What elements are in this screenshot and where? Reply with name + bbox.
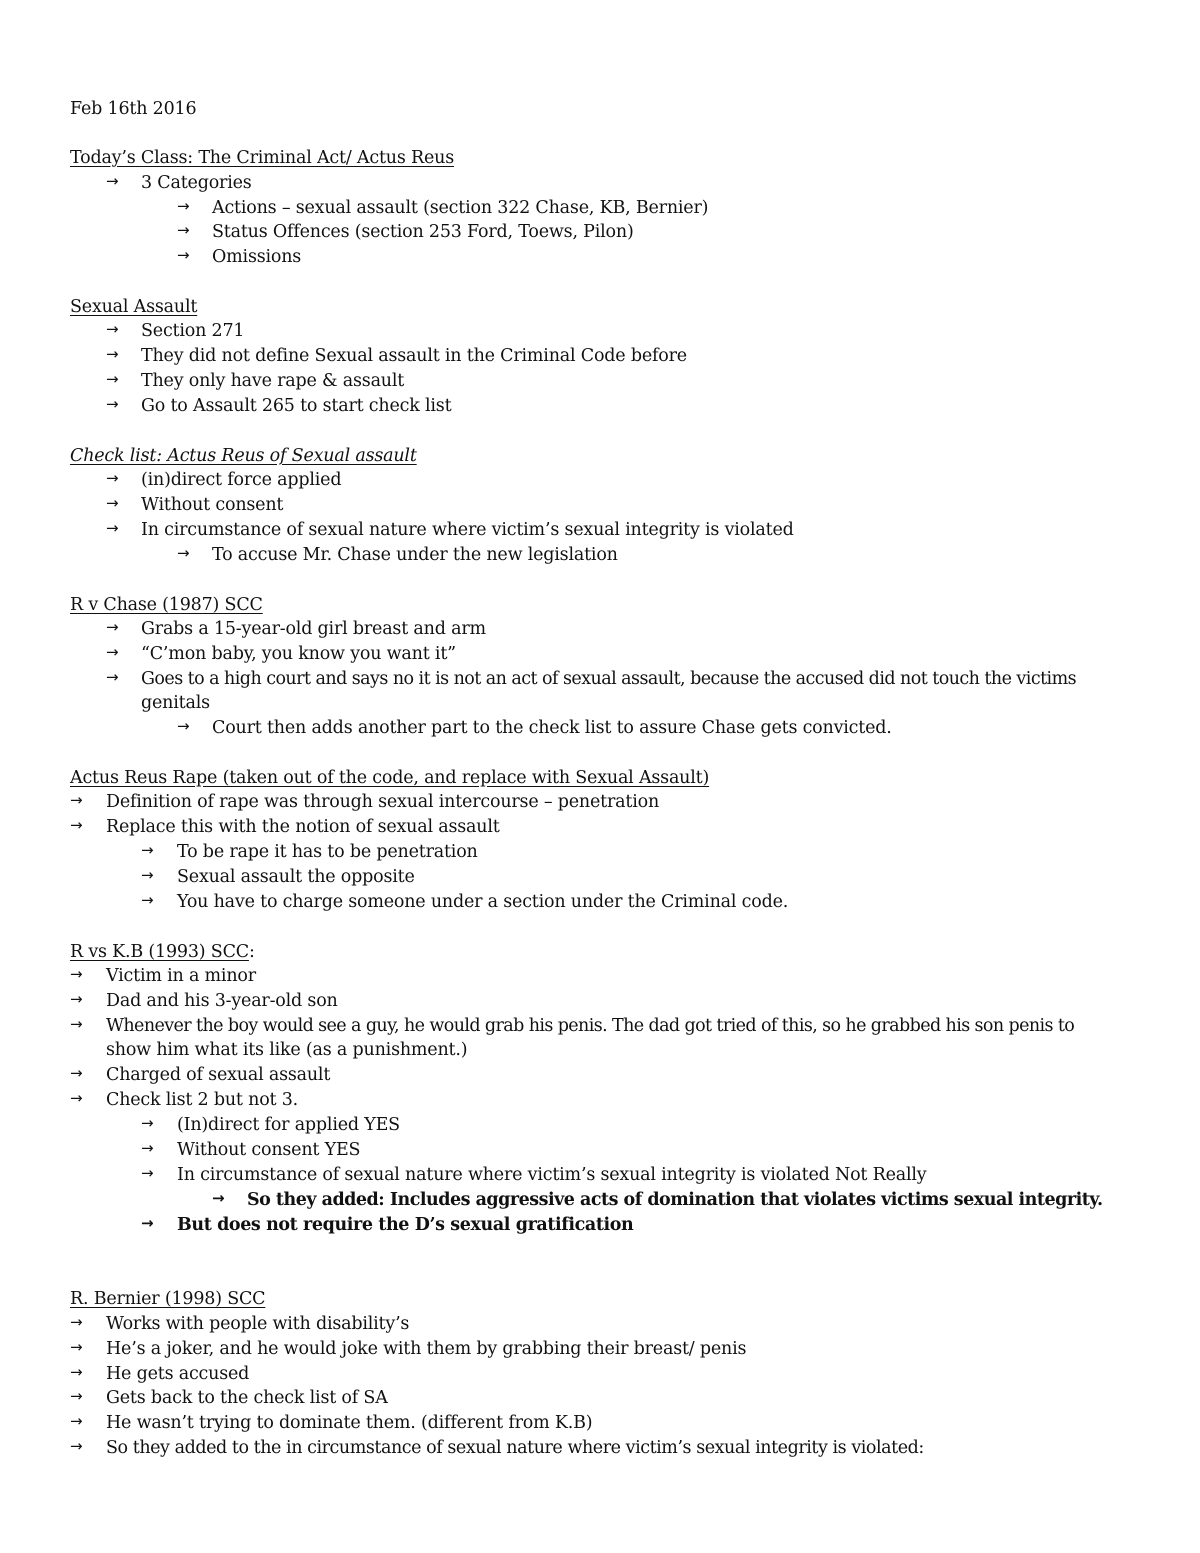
bullet-arrow-icon: →	[141, 841, 154, 859]
list-item: Sexual assault the opposite	[177, 867, 415, 887]
list-item: So they added to the in circumstance of sexual nature where victim’s sexual integrity is violated:	[106, 1438, 924, 1458]
list-item: (In)direct for applied YES	[177, 1115, 400, 1135]
bullet-arrow-icon: →	[70, 1313, 83, 1331]
list-item: They only have rape & assault	[141, 371, 405, 391]
list-item: Works with people with disability’s	[106, 1314, 410, 1334]
list-item: In circumstance of sexual nature where victim’s sexual integrity is violated	[141, 520, 794, 540]
bullet-arrow-icon: →	[70, 1338, 83, 1356]
bullet-arrow-icon: →	[106, 643, 119, 661]
section-heading-checklist: Check list: Actus Reus of Sexual assault	[70, 446, 417, 466]
bullet-arrow-icon: →	[141, 866, 154, 884]
list-item: Dad and his 3-year-old son	[106, 991, 338, 1011]
bullet-arrow-icon: →	[106, 345, 119, 363]
list-item: Replace this with the notion of sexual assault	[106, 817, 500, 837]
list-item: Without consent YES	[177, 1140, 361, 1160]
bullet-arrow-icon: →	[141, 1114, 154, 1132]
list-item-bold: But does not require the D’s sexual gratification	[177, 1215, 634, 1235]
bullet-arrow-icon: →	[70, 965, 83, 983]
list-item: Court then adds another part to the check list to assure Chase gets convicted.	[212, 718, 892, 738]
list-item: Actions – sexual assault (section 322 Chase, KB, Bernier)	[212, 198, 709, 218]
bullet-arrow-icon: →	[106, 618, 119, 636]
bullet-arrow-icon: →	[106, 172, 119, 190]
section-heading-todays-class: Today’s Class: The Criminal Act/ Actus Reus	[70, 148, 454, 168]
bullet-arrow-icon: →	[106, 494, 119, 512]
section-heading-chase: R v Chase (1987) SCC	[70, 595, 263, 615]
list-item-bold: So they added: Includes aggressive acts of domination that violates victims sexual integrity.	[247, 1190, 1103, 1210]
date-line: Feb 16th 2016	[70, 99, 197, 119]
bullet-arrow-icon: →	[70, 1363, 83, 1381]
bullet-arrow-icon: →	[106, 469, 119, 487]
list-item: Charged of sexual assault	[106, 1065, 331, 1085]
section-heading-kb: R vs K.B (1993) SCC	[70, 942, 249, 962]
section-heading-bernier: R. Bernier (1998) SCC	[70, 1289, 266, 1309]
heading-colon: :	[248, 942, 255, 962]
list-item: Go to Assault 265 to start check list	[141, 396, 452, 416]
bullet-arrow-icon: →	[70, 1412, 83, 1430]
bullet-arrow-icon: →	[141, 891, 154, 909]
bullet-arrow-icon: →	[212, 1189, 225, 1207]
list-item: He gets accused	[106, 1364, 250, 1384]
list-item: He’s a joker, and he would joke with them by grabbing their breast/ penis	[106, 1339, 747, 1359]
list-item: Check list 2 but not 3.	[106, 1090, 299, 1110]
bullet-arrow-icon: →	[70, 990, 83, 1008]
list-item: “C’mon baby, you know you want it”	[141, 644, 456, 664]
list-item: Status Offences (section 253 Ford, Toews, Pilon)	[212, 222, 634, 242]
section-heading-sexual-assault: Sexual Assault	[70, 297, 198, 317]
bullet-arrow-icon: →	[70, 1089, 83, 1107]
bullet-arrow-icon: →	[106, 668, 119, 686]
list-item: Whenever the boy would see a guy, he would grab his penis. The dad got tried of this, so he grabbed his son penis to	[106, 1016, 1075, 1036]
list-item: You have to charge someone under a section under the Criminal code.	[177, 892, 789, 912]
bullet-arrow-icon: →	[177, 717, 190, 735]
list-item: To accuse Mr. Chase under the new legislation	[212, 545, 618, 565]
list-item: Definition of rape was through sexual intercourse – penetration	[106, 792, 660, 812]
bullet-arrow-icon: →	[70, 816, 83, 834]
list-item: Goes to a high court and says no it is not an act of sexual assault, because the accused did not touch the victims	[141, 669, 1077, 689]
list-item: They did not define Sexual assault in the Criminal Code before	[141, 346, 687, 366]
bullet-arrow-icon: →	[106, 370, 119, 388]
list-item: Without consent	[141, 495, 284, 515]
list-item-continuation: show him what its like (as a punishment.)	[106, 1040, 468, 1060]
list-item: Grabs a 15-year-old girl breast and arm	[141, 619, 486, 639]
bullet-arrow-icon: →	[70, 791, 83, 809]
bullet-arrow-icon: →	[106, 320, 119, 338]
list-item: He wasn’t trying to dominate them. (different from K.B)	[106, 1413, 593, 1433]
bullet-arrow-icon: →	[141, 1214, 154, 1232]
bullet-arrow-icon: →	[70, 1015, 83, 1033]
list-item: 3 Categories	[141, 173, 252, 193]
bullet-arrow-icon: →	[177, 544, 190, 562]
list-item: To be rape it has to be penetration	[177, 842, 478, 862]
list-item: In circumstance of sexual nature where victim’s sexual integrity is violated Not Really	[177, 1165, 927, 1185]
list-item-continuation: genitals	[141, 693, 210, 713]
bullet-arrow-icon: →	[141, 1139, 154, 1157]
list-item: Section 271	[141, 321, 245, 341]
bullet-arrow-icon: →	[106, 519, 119, 537]
section-heading-rape: Actus Reus Rape (taken out of the code, and replace with Sexual Assault)	[70, 768, 710, 788]
bullet-arrow-icon: →	[70, 1387, 83, 1405]
bullet-arrow-icon: →	[106, 395, 119, 413]
bullet-arrow-icon: →	[70, 1437, 83, 1455]
bullet-arrow-icon: →	[177, 197, 190, 215]
bullet-arrow-icon: →	[177, 246, 190, 264]
section-heading-kb-line	[70, 940, 255, 964]
bullet-arrow-icon: →	[70, 1064, 83, 1082]
list-item: Omissions	[212, 247, 302, 267]
list-item: Gets back to the check list of SA	[106, 1388, 388, 1408]
bullet-arrow-icon: →	[141, 1164, 154, 1182]
list-item: Victim in a minor	[106, 966, 256, 986]
list-item: (in)direct force applied	[141, 470, 342, 490]
bullet-arrow-icon: →	[177, 221, 190, 239]
